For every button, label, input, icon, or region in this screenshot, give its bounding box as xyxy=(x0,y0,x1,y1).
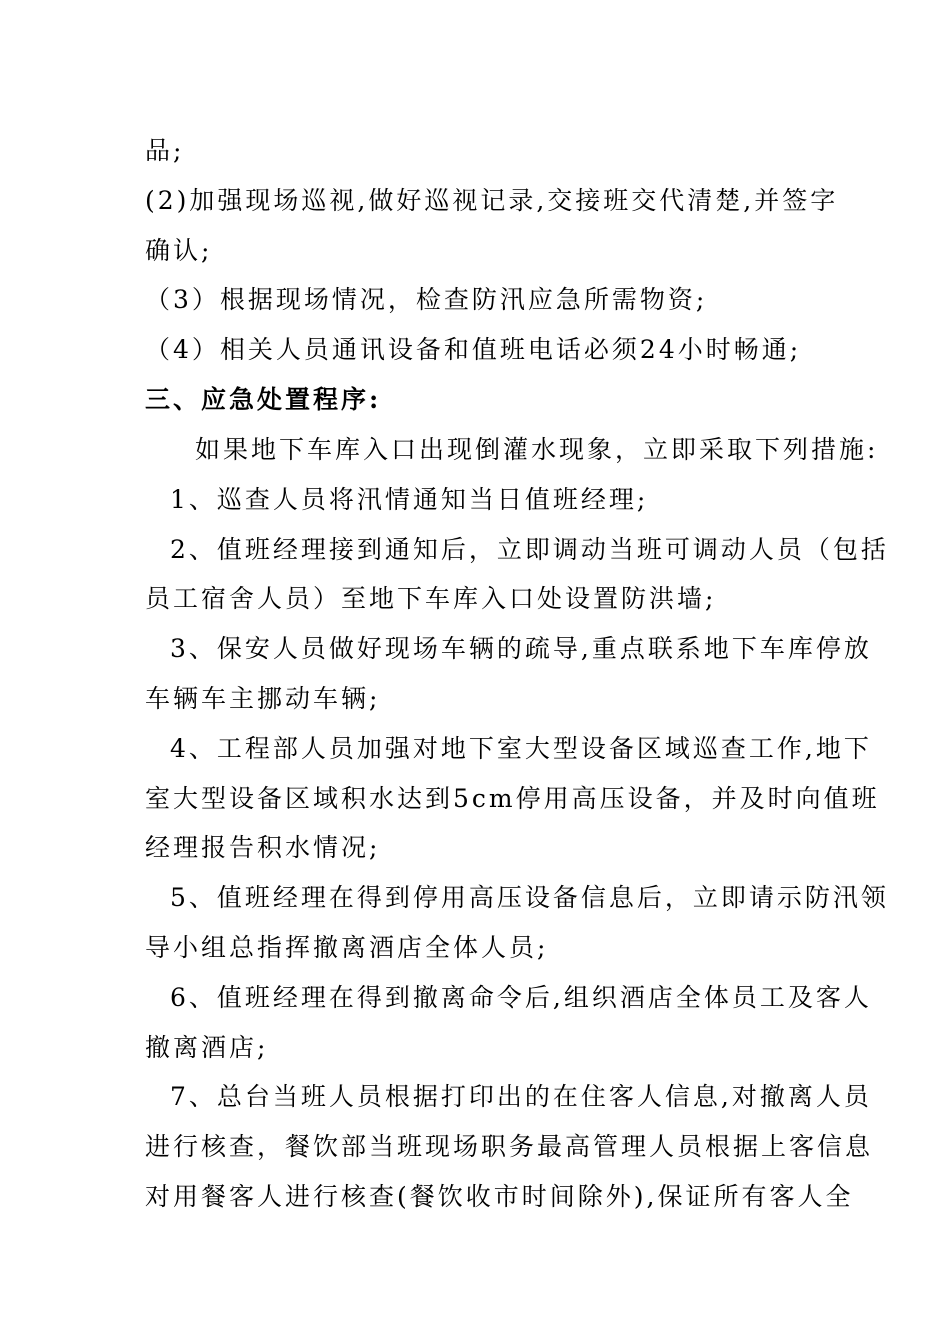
step-1: 1、巡查人员将汛情通知当日值班经理; xyxy=(170,485,649,514)
step-4: 4、工程部人员加强对地下室大型设备区域巡查工作,地下 xyxy=(170,734,872,763)
step-3: 3、保安人员做好现场车辆的疏导,重点联系地下车库停放 xyxy=(170,634,872,663)
step-5: 5、值班经理在得到停用高压设备信息后，立即请示防汛领 xyxy=(170,883,889,912)
step-3-cont: 车辆车主挪动车辆; xyxy=(145,684,381,713)
text-line-continuation: 品; xyxy=(145,136,185,165)
step-4-cont-2: 经理报告积水情况; xyxy=(145,833,381,862)
intro-paragraph: 如果地下车库入口出现倒灌水现象，立即采取下列措施: xyxy=(195,435,879,464)
step-6: 6、值班经理在得到撤离命令后,组织酒店全体员工及客人 xyxy=(170,983,872,1012)
text-line-item-2-cont: 确认; xyxy=(145,236,213,265)
section-heading: 三、应急处置程序: xyxy=(145,385,382,414)
text-line-item-4: （4）相关人员通讯设备和值班电话必须24小时畅通; xyxy=(145,335,802,364)
step-2: 2、值班经理接到通知后，立即调动当班可调动人员（包括 xyxy=(170,535,889,564)
step-6-cont: 撤离酒店; xyxy=(145,1033,269,1062)
step-4-cont-1: 室大型设备区域积水达到5cm停用高压设备，并及时向值班 xyxy=(145,784,880,813)
step-7-cont-1: 进行核查，餐饮部当班现场职务最高管理人员根据上客信息 xyxy=(145,1132,874,1161)
step-7: 7、总台当班人员根据打印出的在住客人信息,对撤离人员 xyxy=(170,1082,872,1111)
step-2-cont: 员工宿舍人员）至地下车库入口处设置防洪墙; xyxy=(145,584,717,613)
step-5-cont: 导小组总指挥撤离酒店全体人员; xyxy=(145,933,549,962)
text-line-item-2: (2)加强现场巡视,做好巡视记录,交接班交代清楚,并签字 xyxy=(145,186,839,215)
step-7-cont-2: 对用餐客人进行核查(餐饮收市时间除外),保证所有客人全 xyxy=(145,1182,854,1211)
text-line-item-3: （3）根据现场情况，检查防汛应急所需物资; xyxy=(145,285,708,314)
